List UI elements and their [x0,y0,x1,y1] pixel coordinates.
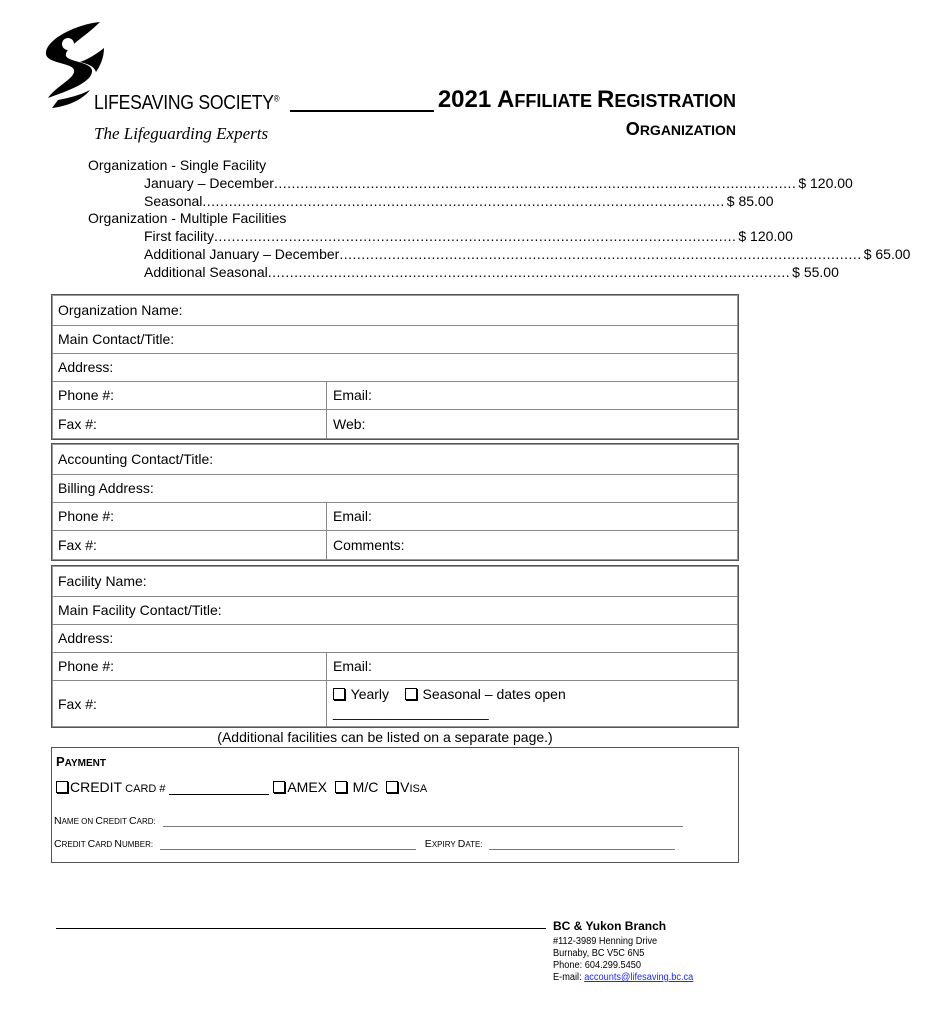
accounting-contact-row[interactable] [52,444,738,475]
seasonal-dates-field[interactable]: ____________________ [333,704,489,720]
logo-name-text: LIFESAVING SOCIETY [94,92,274,114]
seasonal-checkbox[interactable] [405,688,417,700]
price-row: First facility ....................................................................................................................... $ 120.00 [144,228,793,244]
price-row: January – December ....................................................................................................................... $ 120.00 [144,175,853,191]
accounting-phone-email-row [52,502,738,531]
billing-address-label: Billing Address: [58,480,154,496]
org-contact-row[interactable] [52,325,738,354]
seasonal-label: Seasonal – dates open [422,686,566,702]
billing-address-row[interactable] [52,474,738,503]
pricing-single-heading: Organization - Single Facility [88,157,267,173]
facility-name-row[interactable] [52,566,738,597]
mc-label: M/C [352,779,379,795]
org-phone-field[interactable] [52,381,326,409]
expiry-date-field[interactable] [489,839,675,850]
org-email-field[interactable] [326,381,738,409]
facility-address-row[interactable] [52,624,738,653]
accounting-fax-field[interactable] [52,530,326,560]
facility-address-label: Address: [58,630,114,646]
accounting-section [51,443,739,561]
registered-mark: ® [273,93,280,104]
email-link[interactable]: accounts@lifesaving.bc.ca [584,972,694,983]
branch-email [553,972,693,983]
yearly-checkbox[interactable] [333,688,345,700]
facility-phone-label: Phone #: [58,658,115,674]
credit-card-checkbox[interactable] [56,781,68,793]
org-address-label: Address: [58,359,114,375]
payment-method-line: CREDIT CARD # AMEX M/C VISA [56,779,427,795]
accounting-phone-field[interactable] [52,502,326,530]
facility-fax-field[interactable] [52,680,326,727]
logo-name [94,92,279,115]
accounting-comments-label: Comments: [333,537,405,553]
name-on-card-field[interactable] [163,816,683,827]
accounting-comments-field[interactable] [326,530,738,560]
amex-label: AMEX [287,779,327,795]
accounting-email-field[interactable] [326,502,738,530]
branch-name: BC & Yukon Branch [553,919,667,933]
email-label: E-mail: [553,972,585,983]
branch-phone: Phone: 604.299.5450 [553,960,642,971]
facility-contact-label: Main Facility Contact/Title: [58,602,222,618]
facility-email-field[interactable] [326,652,738,680]
yearly-label: Yearly [350,686,390,702]
org-name-label: Organization Name: [58,302,183,318]
price-row: Additional Seasonal ....................................................................................................................... $ 55.00 [144,264,839,280]
org-phone-label: Phone #: [58,387,115,403]
org-name-row[interactable] [52,295,738,326]
organization-section [51,294,739,440]
visa-checkbox[interactable] [386,781,398,793]
page-subtitle: ORGANIZATION [625,119,736,139]
org-address-row[interactable] [52,353,738,382]
facility-name-label: Facility Name: [58,573,147,589]
mc-checkbox[interactable] [335,781,347,793]
accounting-fax-label: Fax #: [58,537,97,553]
org-web-field[interactable] [326,409,738,439]
price-row: Additional January – December ....................................................................................................................... $ 65.00 [144,246,911,262]
org-fax-label: Fax #: [58,416,97,432]
org-fax-web-row [52,409,738,439]
branch-address-line-1: #112-3989 Henning Drive [553,936,658,947]
credit-label: CREDIT [70,779,123,795]
facility-phone-field[interactable] [52,652,326,680]
org-web-label: Web: [333,416,366,432]
facility-fax-season-row [52,680,738,727]
accounting-email-label: Email: [333,508,372,524]
facility-season-options [326,680,738,727]
logo-tagline: The Lifeguarding Experts [94,124,269,143]
pricing-multi-heading: Organization - Multiple Facilities [88,210,287,226]
additional-facilities-note: (Additional facilities can be listed on a separate page.) [217,729,553,745]
accounting-phone-label: Phone #: [58,508,115,524]
facility-phone-email-row [52,652,738,681]
signature-line [56,928,546,929]
credit-card-blank[interactable] [169,780,269,795]
page-title: 2021 AFFILIATE REGISTRATION [434,86,736,114]
org-phone-email-row [52,381,738,410]
accounting-fax-comments-row [52,530,738,560]
payment-heading: PAYMENT [56,754,106,769]
org-email-label: Email: [333,387,372,403]
name-on-card-line: NAME ON CREDIT CARD: [54,815,683,827]
price-row: Seasonal ....................................................................................................................... $ 85.00 [144,193,774,209]
card-number-line: CREDIT CARD NUMBER: EXPIRY DATE: [54,838,675,850]
card-number-field[interactable] [160,839,416,850]
card-number-label: CARD # [122,783,166,795]
org-contact-label: Main Contact/Title: [58,331,175,347]
accounting-contact-label: Accounting Contact/Title: [58,451,214,467]
facility-email-label: Email: [333,658,372,674]
facility-section [51,565,739,728]
facility-fax-label: Fax #: [58,695,97,712]
org-fax-field[interactable] [52,409,326,439]
visa-label: ISA [409,783,428,795]
facility-contact-row[interactable] [52,596,738,625]
amex-checkbox[interactable] [273,781,285,793]
branch-address-line-2: Burnaby, BC V5C 6N5 [553,948,645,959]
